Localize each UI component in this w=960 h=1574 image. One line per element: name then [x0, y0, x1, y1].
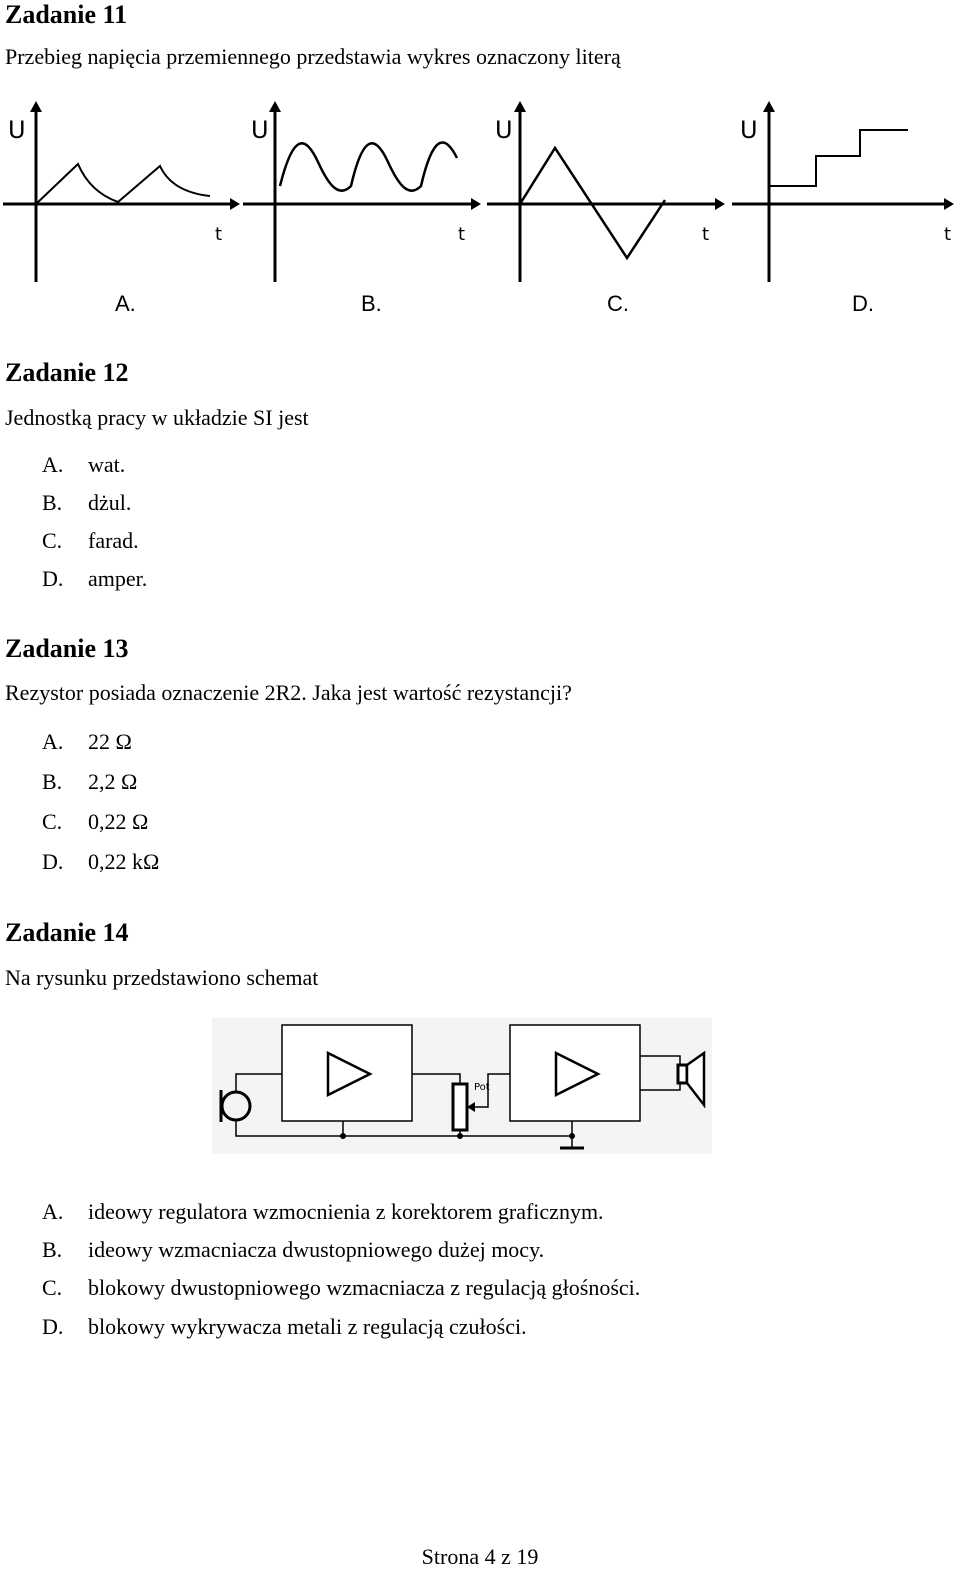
graph-a-x-label: t — [215, 224, 223, 245]
option-text: farad. — [88, 528, 139, 553]
task13-option-b[interactable] — [42, 769, 442, 795]
graph-c-letter: C. — [607, 291, 629, 316]
task12-option-b[interactable] — [42, 490, 442, 516]
amplifier-block-1 — [282, 1025, 412, 1121]
page-number: Strona 4 z 19 — [421, 1544, 539, 1569]
option-letter: A. — [42, 729, 64, 754]
option-letter: B. — [42, 1237, 63, 1262]
option-text: wat. — [88, 452, 126, 477]
pot-label: Pot — [474, 1082, 490, 1093]
graph-d-y-label: U — [740, 116, 758, 144]
option-text: dżul. — [88, 490, 132, 515]
graph-c-y-label: U — [495, 116, 513, 144]
task11-question: Przebieg napięcia przemiennego przedstawia wykres oznaczony literą — [5, 44, 621, 69]
option-letter: C. — [42, 1275, 63, 1300]
option-text: blokowy wykrywacza metali z regulacją czułości. — [88, 1314, 527, 1339]
graph-b-x-label: t — [458, 224, 466, 245]
option-letter: D. — [42, 566, 64, 591]
graph-b-letter: B. — [361, 291, 382, 316]
task12-option-d[interactable] — [42, 566, 442, 592]
task12-heading: Zadanie 12 — [5, 358, 129, 387]
graph-d-x-label: t — [944, 224, 952, 245]
task14-question: Na rysunku przedstawiono schemat — [5, 965, 319, 990]
option-text: 0,22 Ω — [88, 809, 149, 834]
option-letter: B. — [42, 490, 63, 515]
option-letter: B. — [42, 769, 63, 794]
task11-heading: Zadanie 11 — [5, 0, 128, 29]
task14-option-d[interactable] — [42, 1314, 842, 1340]
option-text: 22 Ω — [88, 729, 132, 754]
task14-option-b[interactable] — [42, 1237, 842, 1263]
task12-option-c[interactable] — [42, 528, 442, 554]
task12-option-a[interactable] — [42, 452, 442, 478]
task14-option-a[interactable] — [42, 1199, 842, 1225]
amplifier-block-diagram — [212, 1018, 712, 1154]
task13-option-c[interactable] — [42, 809, 442, 835]
task13-option-a[interactable] — [42, 729, 442, 755]
option-letter: A. — [42, 452, 64, 477]
graph-d[interactable] — [732, 100, 960, 290]
task13-question: Rezystor posiada oznaczenie 2R2. Jaka jest wartość rezystancji? — [5, 680, 572, 705]
graph-c[interactable] — [487, 100, 727, 290]
graph-d-letter: D. — [852, 291, 874, 316]
option-text: amper. — [88, 566, 148, 591]
graph-a[interactable] — [0, 100, 240, 290]
task14-heading: Zadanie 14 — [5, 918, 129, 947]
option-text: ideowy regulatora wzmocnienia z korektorem graficznym. — [88, 1199, 604, 1224]
option-text: 2,2 Ω — [88, 769, 138, 794]
graph-b[interactable] — [243, 100, 483, 290]
graph-b-y-label: U — [251, 116, 269, 144]
option-text: 0,22 kΩ — [88, 849, 160, 874]
task13-heading: Zadanie 13 — [5, 634, 129, 663]
task14-option-c[interactable] — [42, 1275, 842, 1301]
option-letter: C. — [42, 528, 63, 553]
option-letter: C. — [42, 809, 63, 834]
option-letter: A. — [42, 1199, 64, 1224]
task13-option-d[interactable] — [42, 849, 442, 875]
graph-a-letter: A. — [115, 291, 136, 316]
task12-question: Jednostką pracy w układzie SI jest — [5, 405, 309, 430]
option-text: blokowy dwustopniowego wzmacniacza z regulacją głośności. — [88, 1275, 641, 1300]
graph-a-y-label: U — [8, 116, 26, 144]
graph-c-x-label: t — [702, 224, 710, 245]
option-letter: D. — [42, 1314, 64, 1339]
option-text: ideowy wzmacniacza dwustopniowego dużej mocy. — [88, 1237, 545, 1262]
option-letter: D. — [42, 849, 64, 874]
amplifier-block-2 — [510, 1025, 640, 1121]
